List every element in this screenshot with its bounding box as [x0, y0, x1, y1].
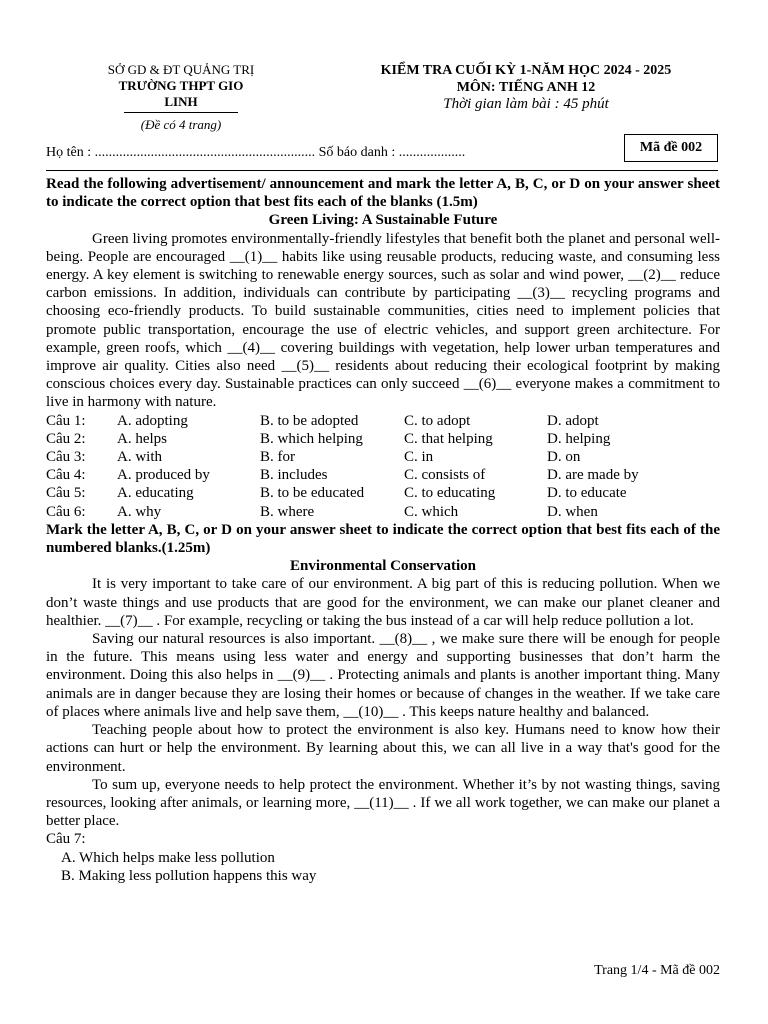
question-row — [46, 412, 639, 430]
exam-title: KIỂM TRA CUỐI KỲ 1-NĂM HỌC 2024 - 2025 — [380, 63, 672, 78]
student-name-field: Họ tên : ............................................................... Số báo danh : ................... — [46, 145, 466, 160]
option-a: A. produced by — [117, 467, 210, 484]
option-a: A. helps — [117, 430, 167, 447]
part2-paragraph: Saving our natural resources is also important. __(8)__ , we make sure there will be enough for people in the future. This means using less water and energy and supporting businesses that don’t harm the environment. Doing this also helps in __(9)__ . Protecting animals and plants is another important thing. Many animals are in danger because they are losing their homes or because of changes in the weather. If we take care of places where animals live and help save them, __(10)__ . This keeps nature healthy and balanced. — [46, 631, 720, 720]
option-b: B. includes — [260, 467, 328, 484]
option-d: D. when — [547, 503, 598, 520]
option-c: C. to educating — [404, 485, 496, 502]
question-label: Câu 1: — [46, 412, 86, 429]
part1-instruction: Read the following advertisement/ announcement and mark the letter A, B, C, or D on your answer sheet to indicate the correct option that best fits each of the blanks (1.5m) — [46, 176, 720, 211]
option-d: D. on — [547, 449, 581, 466]
part2-instruction: Mark the letter A, B, C, or D on your answer sheet to indicate the correct option that best fits each of the numbered blanks.(1.25m) — [46, 521, 720, 557]
question-label: Câu 5: — [46, 485, 86, 502]
option-c: C. in — [404, 449, 434, 466]
option-c: C. to adopt — [404, 412, 471, 429]
option-d: D. adopt — [547, 412, 599, 429]
option-b: B. which helping — [260, 430, 363, 447]
option-c: C. that helping — [404, 430, 493, 447]
exam-header — [46, 58, 720, 130]
department-name: SỞ GD & ĐT QUẢNG TRỊ — [107, 62, 255, 77]
school-name: TRƯỜNG THPT GIO LINH — [118, 78, 244, 109]
option-c: C. consists of — [404, 467, 486, 484]
part2-paragraph: Teaching people about how to protect the environment is also key. Humans need to know how their actions can hurt or help the environment. By learning about this, we can all live in a way that's good for the environment. — [46, 722, 720, 775]
question-label: Câu 3: — [46, 449, 86, 466]
option-b: B. to be educated — [260, 485, 365, 502]
question-label: Câu 4: — [46, 467, 86, 484]
option-d: D. are made by — [547, 467, 639, 484]
part1-passage: Green living promotes environmentally-friendly lifestyles that benefit both the planet and personal well-being. People are encouraged __(1)__ habits like using reusable products, reducing waste, and consuming less energy. A key element is switching to renewable energy sources, such as solar and wind power, __(2)__ reduce carbon emissions. In addition, individuals can contribute by participating __(3)__ recycling programs and choosing eco-friendly products. To build sustainable communities, cities need to implement policies that promote public transportation, encourage the use of electric vehicles, and support green architecture. For example, green roofs, which __(4)__ covering buildings with vegetation, help lower urban temperatures and improve air quality. Cities also need __(5)__ residents about reducing their ecological footprint by making conscious choices every day. Sustainable practices can only succeed __(6)__ everyone makes a commitment to live in harmony with nature. — [46, 230, 720, 411]
option-b: B. where — [260, 503, 315, 520]
question-label: Câu 6: — [46, 503, 86, 520]
question-7 — [46, 830, 720, 885]
exam-info — [346, 62, 706, 113]
option-a: A. why — [117, 503, 162, 520]
option-a: A. educating — [117, 485, 194, 502]
option-c: C. which — [404, 503, 459, 520]
option-a: A. with — [117, 449, 162, 466]
header-divider — [124, 112, 238, 113]
option-b: B. for — [260, 449, 295, 466]
student-id-row — [46, 130, 720, 162]
option-d: D. to educate — [547, 485, 627, 502]
question-row — [46, 503, 639, 521]
part2-title: Environmental Conservation — [290, 558, 476, 575]
part1-questions — [46, 412, 639, 521]
section-divider — [46, 170, 718, 171]
question-7-option: B. Making less pollution happens this way — [61, 867, 317, 884]
question-row — [46, 466, 639, 484]
school-info — [101, 62, 261, 133]
question-row — [46, 448, 639, 466]
page-footer: Trang 1/4 - Mã đề 002 — [594, 963, 720, 978]
part2-paragraph: It is very important to take care of our environment. A big part of this is reducing pollution. When we don’t waste things and use products that are good for the environment, we can make our planet cleaner and healthier. __(7)__ . For example, recycling or taking the bus instead of a car will help reduce pollution a lot. — [46, 576, 720, 629]
question-7-option: A. Which helps make less pollution — [61, 849, 275, 866]
exam-subject: MÔN: TIẾNG ANH 12 — [456, 80, 596, 95]
page-count-note: (Đề có 4 trang) — [140, 117, 222, 132]
option-d: D. helping — [547, 430, 611, 447]
question-label: Câu 2: — [46, 430, 86, 447]
option-a: A. adopting — [117, 412, 188, 429]
part1-title: Green Living: A Sustainable Future — [268, 212, 498, 229]
question-row — [46, 430, 639, 448]
exam-duration: Thời gian làm bài : 45 phút — [443, 96, 609, 112]
question-row — [46, 484, 639, 502]
option-b: B. to be adopted — [260, 412, 359, 429]
exam-code-box: Mã đề 002 — [624, 134, 718, 162]
question-7-label: Câu 7: — [46, 831, 86, 848]
exam-page — [46, 58, 720, 885]
part2-paragraph: To sum up, everyone needs to help protect the environment. Whether it’s by not wasting things, saving resources, looking after animals, or learning more, __(11)__ . If we all work together, we can make our planet a better place. — [46, 776, 720, 830]
